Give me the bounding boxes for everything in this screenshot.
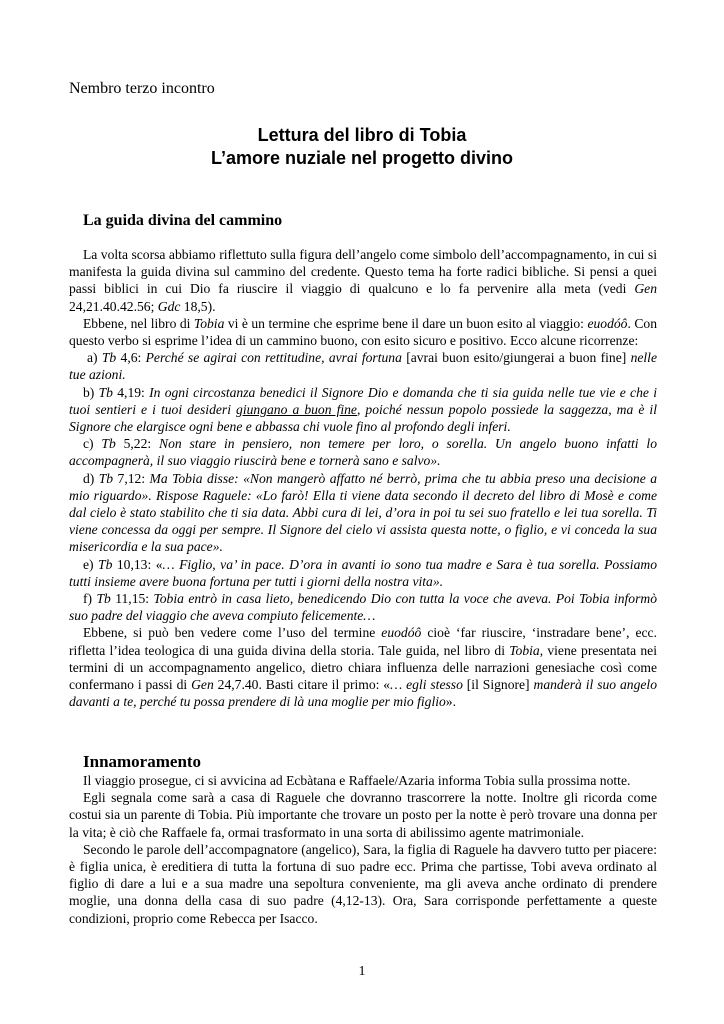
paragraph: Il viaggio prosegue, ci si avvicina ad Ecbàtana e Raffaele/Azaria informa Tobia sulla prossima notte.: [83, 773, 631, 788]
section-heading-guida: La guida divina del cammino: [83, 212, 283, 229]
section-body-guida: [69, 246, 657, 710]
quote-item-d: d) Tb 7,12: Ma Tobia disse: «Non mangerò affatto né berrò, prima che tu abbia preso una decisione a mio riguardo». Rispose Raguele: «Lo farò! Ella ti viene data secondo il decreto del libro di Mosè e come dal cielo è stato stabilito che ti sia data. Abbi cura di lei, d’ora in poi tu sei suo fratello e lei tua sorella. Ti viene concessa da oggi per sempre. Il Signore del cielo vi assista questa notte, o figlio, e vi conceda la sua misericordia e la sua pace».: [69, 470, 657, 555]
paragraph: Egli segnala come sarà a casa di Raguele che dovranno trascorrere la notte. Inoltre gli ricorda come costui sia un parente di Tobia. Più importante che trovare un posto per la notte è però trovare una donna per la vita; è ciò che Raffaele fa, ormai trasformato in una sorta di abilissimo agente matrimoniale.: [69, 790, 657, 840]
quote-item-f: f) Tb 11,15: Tobia entrò in casa lieto, benedicendo Dio con tutta la voce che aveva. Poi Tobia informò suo padre del viaggio che aveva compiuto felicemente…: [69, 591, 658, 624]
paragraph: Secondo le parole dell’accompagnatore (angelico), Sara, la figlia di Raguele ha davvero tutto per piacere: è figlia unica, è ereditiera di tutta la fortuna di suo padre ecc. Prima che partisse, Tobi aveva ordinato al figlio di dare a lui e a sua madre una sepoltura conveniente, ma gli aveva anche ordinato di prendere moglie, una donna della casa di suo padre (4,12-13). Ora, Sara corrisponde perfettamente a queste condizioni, proprio come Rebecca per Isacco.: [69, 841, 657, 926]
paragraph: Ebbene, nel libro di Tobia vi è un termine che esprime bene il dare un buon esito al viaggio: euodóô. Con questo verbo si esprime l’idea di un cammino buono, con esito sicuro e positivo. Ecco alcune ricorrenze:: [69, 315, 657, 349]
header-line: Nembro terzo incontro: [69, 80, 215, 97]
quote-item-c: c) Tb 5,22: Non stare in pensiero, non temere per loro, o sorella. Un angelo buono infatti lo accompagnerà, il suo viaggio riuscirà bene e tornerà sano e salvo».: [69, 436, 657, 469]
document-title: [0, 124, 724, 170]
quote-item-b: b) Tb 4,19: In ogni circostanza benedici il Signore Dio e domanda che ti sia guida nelle tue vie e che i tuoi sentieri e i tuoi desideri giungano a buon fine, poiché nessun popolo possiede la saggezza, ma è il Signore che elargisce ogni bene e abbassa chi vuole fino al profondo degli inferi.: [69, 384, 657, 435]
title-line-1: Lettura del libro di Tobia: [257, 125, 467, 145]
quote-item-e: e) Tb 10,13: «… Figlio, va’ in pace. D’ora in avanti io sono tua madre e Sara è tua sorella. Possiamo tutti insieme avere buona fortuna per tutti i giorni della nostra vita».: [69, 556, 657, 589]
paragraph: Ebbene, si può ben vedere come l’uso del termine euodóô cioè ‘far riuscire, ‘instradare bene’, ecc. rifletta l’idea teologica di una guida divina della storia. Tale guida, nel libro di Tobia, viene presentata nei termini di un accompagnamento angelico, dietro chiara influenza delle narrazioni genesiache così come confermano i passi di Gen 24,7.40. Basti citare il primo: «… egli stesso [il Signore] manderà il suo angelo davanti a te, perché tu possa prendere di là una moglie per mio figlio».: [69, 625, 657, 710]
section-heading-innamoramento: Innamoramento: [83, 752, 202, 771]
page-number: 1: [358, 964, 366, 979]
quote-item-a: a) Tb 4,6: Perché se agirai con rettitudine, avrai fortuna [avrai buon esito/giungerai a buon fine] nelle tue azioni.: [69, 350, 657, 383]
paragraph: La volta scorsa abbiamo riflettuto sulla figura dell’angelo come simbolo dell’accompagnamento, in cui si manifesta la guida divina sul cammino del credente. Questo tema ha forte radici bibliche. Si pensi a quei passi biblici in cui Dio fa riuscire il viaggio di qualcuno e lo fa pervenire alla meta (vedi Gen 24,21.40.42.56; Gdc 18,5).: [69, 247, 657, 314]
title-line-2: L’amore nuziale nel progetto divino: [210, 148, 514, 168]
section-body-innamoramento: [69, 772, 657, 927]
